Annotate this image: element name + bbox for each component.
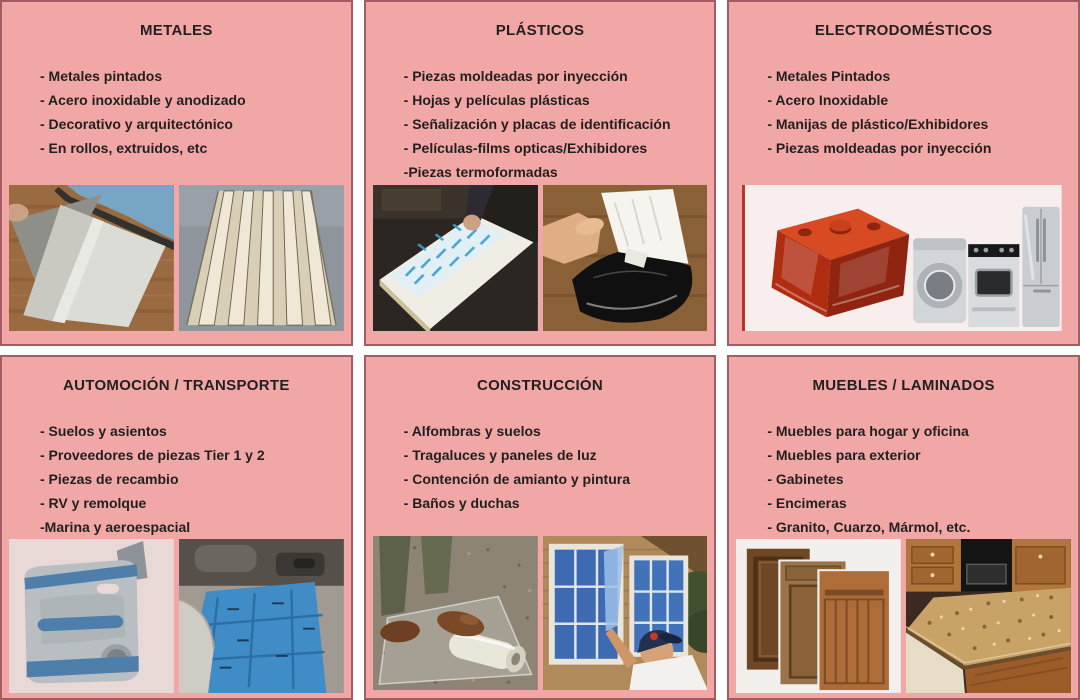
list-item: - Encimeras — [767, 494, 847, 511]
card-automocion — [0, 355, 353, 700]
list-item: - Decorativo y arquitectónico — [40, 116, 233, 132]
card-title-plasticos: PLÁSTICOS — [495, 22, 585, 39]
card-title-muebles: MUEBLES / LAMINADOS — [812, 376, 995, 394]
list-item: - Alfombras y suelos — [403, 422, 541, 439]
list-item: - Acero Inoxidable — [767, 92, 889, 108]
thermoformed-tray-film-peel-photo — [543, 185, 708, 331]
photo-strip-construccion — [373, 536, 708, 690]
card-title-construccion: CONSTRUCCIÓN — [476, 376, 604, 394]
card-plasticos — [364, 0, 717, 346]
list-item: - Muebles para hogar y oficina — [767, 422, 969, 439]
list-item: - Metales pintados — [40, 68, 163, 84]
wood-cabinet-door-samples-photo — [736, 539, 901, 693]
card-construccion — [364, 355, 717, 700]
list-item: - En rollos, extruidos, etc — [40, 140, 208, 156]
card-items-automocion — [2, 419, 351, 539]
list-item: - Hojas y películas plásticas — [403, 92, 590, 108]
photo-strip-muebles — [736, 539, 1071, 693]
list-item: - Películas-films opticas/Exhibidores — [403, 140, 648, 156]
car-floor-protective-film-photo — [179, 539, 344, 693]
card-items-muebles — [729, 419, 1078, 539]
card-items-construccion — [366, 419, 715, 515]
painted-metal-sheet-peel-photo — [9, 185, 174, 331]
list-item: - Gabinetes — [767, 470, 844, 487]
card-items-metales — [2, 64, 351, 160]
wrapped-red-part-and-stainless-appliances-photo — [742, 185, 1062, 331]
card-muebles — [727, 355, 1080, 700]
card-electrodomesticos — [727, 0, 1080, 346]
card-title-automocion: AUTOMOCIÓN / TRANSPORTE — [63, 376, 290, 394]
window-protective-film-install-photo — [543, 536, 708, 690]
list-item: - Piezas moldeadas por inyección — [403, 68, 628, 84]
list-item: - Señalización y placas de identificación — [403, 116, 671, 132]
photo-strip-plasticos — [373, 185, 708, 331]
list-item: - Metales Pintados — [767, 68, 891, 84]
list-item: - Manijas de plástico/Exhibidores — [767, 116, 989, 132]
list-item: -Piezas termoformadas — [403, 164, 558, 180]
photo-strip-automocion — [9, 539, 344, 693]
list-item: - Piezas moldeadas por inyección — [767, 140, 992, 156]
list-item: - Suelos y asientos — [40, 422, 167, 439]
car-door-interior-panel-photo — [9, 539, 174, 693]
photo-strip-electrodomesticos — [742, 185, 1062, 331]
list-item: - Tragaluces y paneles de luz — [403, 446, 597, 463]
granite-countertop-kitchen-photo — [906, 539, 1071, 693]
list-item: -Marina y aeroespacial — [40, 518, 191, 535]
list-item: - Contención de amianto y pintura — [403, 470, 631, 487]
list-item: - Muebles para exterior — [767, 446, 921, 463]
list-item: - Granito, Cuarzo, Mármol, etc. — [767, 518, 971, 535]
corrugated-metal-panels-photo — [179, 185, 344, 331]
list-item: - Proveedores de piezas Tier 1 y 2 — [40, 446, 265, 463]
carpet-protection-film-roll-photo — [373, 536, 538, 690]
photo-strip-metales — [9, 185, 344, 331]
list-item: - Piezas de recambio — [40, 470, 179, 487]
list-item: - RV y remolque — [40, 494, 147, 511]
card-items-plasticos — [366, 64, 715, 184]
panel-with-printed-protective-film-photo — [373, 185, 538, 331]
list-item: - Baños y duchas — [403, 494, 520, 511]
card-metales — [0, 0, 353, 346]
list-item: - Acero inoxidable y anodizado — [40, 92, 246, 108]
card-title-electrodomesticos: ELECTRODOMÉSTICOS — [814, 22, 993, 39]
card-title-metales: METALES — [140, 22, 213, 39]
card-items-electrodomesticos — [729, 64, 1078, 160]
